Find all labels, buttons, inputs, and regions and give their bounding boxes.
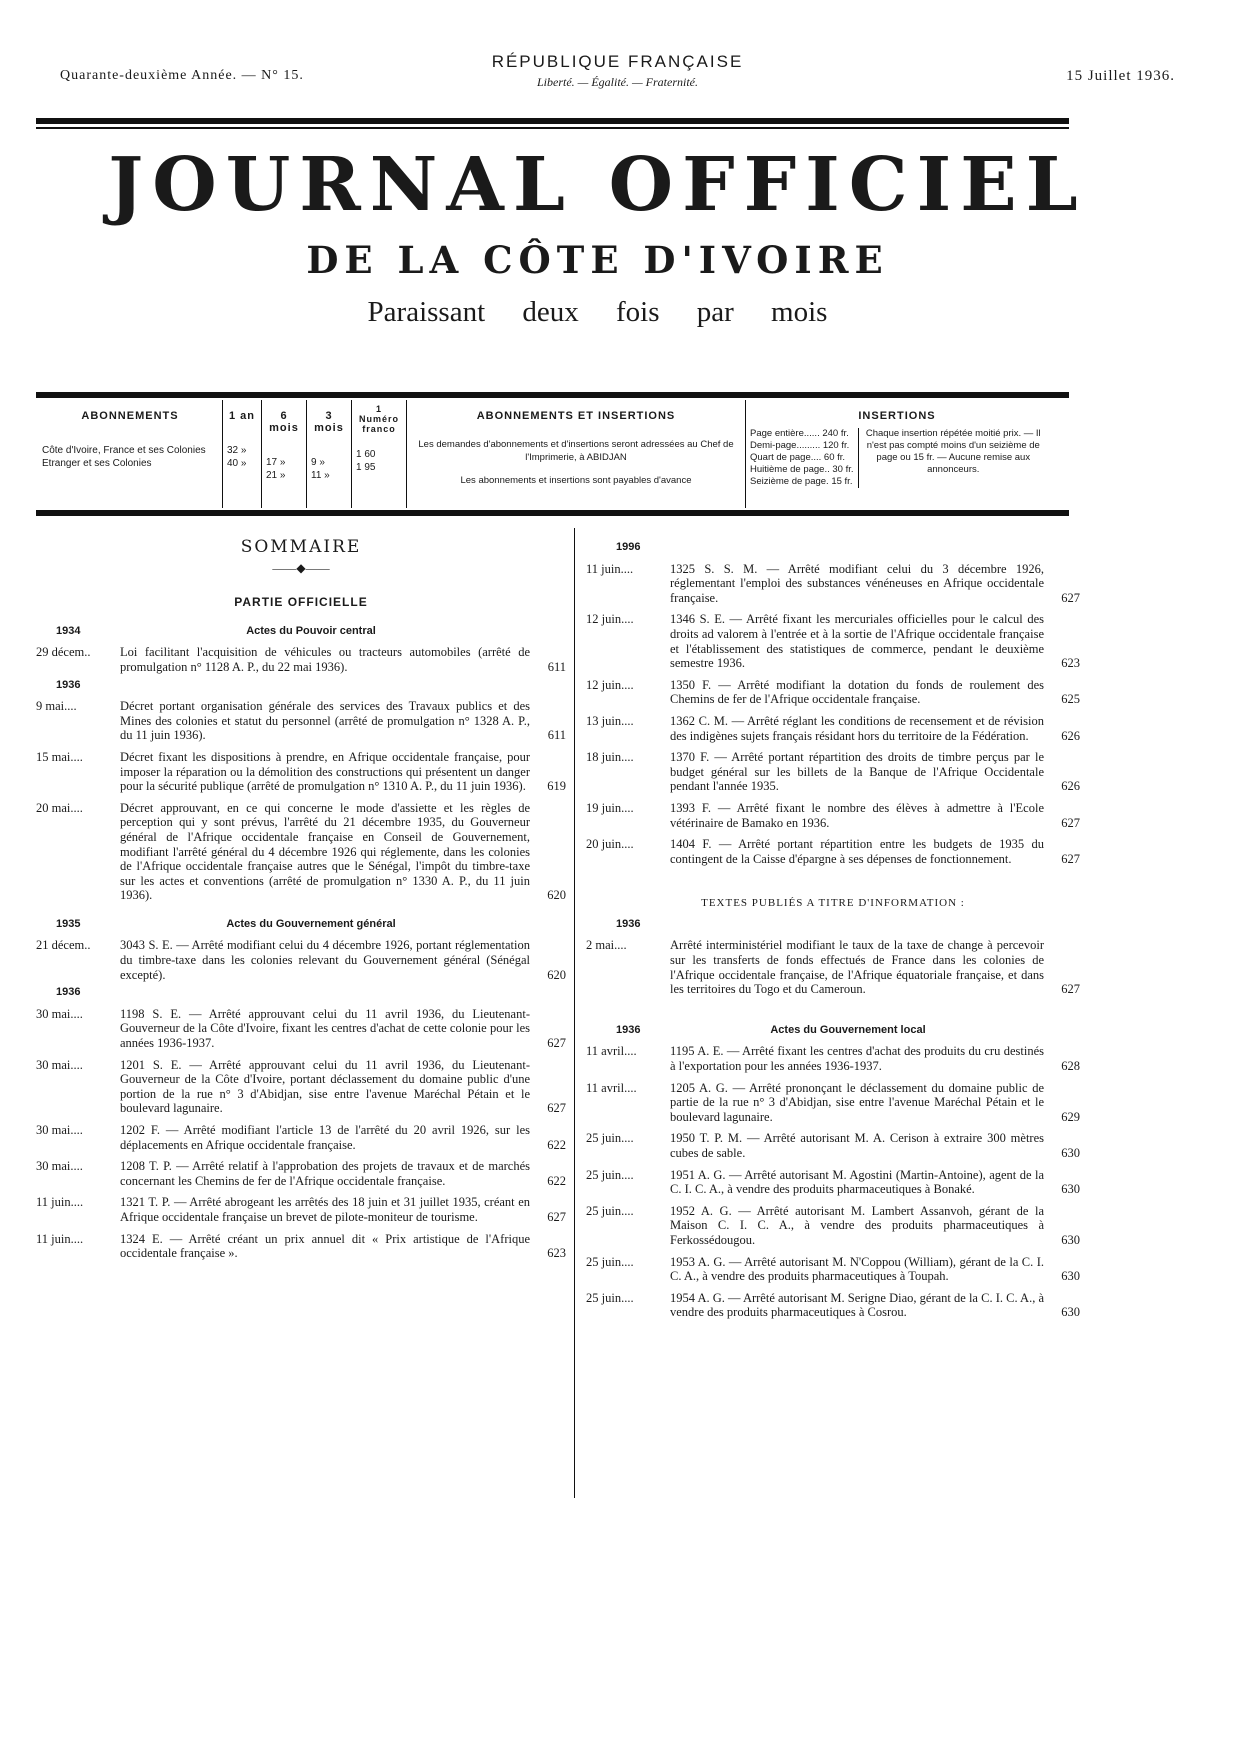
section-title: Actes du Gouvernement général	[226, 917, 396, 930]
entry-text: 1346 S. E. — Arrêté fixant les mercuriales officielles pour le calcul des droits ad valorem à l'entrée et à la sortie de l'Afrique occidentale française et l'établissement des statistiques de commerce, pendant le deuxième semestre 1936.	[670, 612, 1044, 671]
year-heading: 1936	[56, 986, 81, 999]
section-pouvoir-central	[36, 624, 566, 639]
sommaire-title: SOMMAIRE	[240, 537, 362, 557]
entry-text: 1324 E. — Arrêté créant un prix annuel dit « Prix artistique de l'Afrique occidentale française ».	[120, 1231, 530, 1261]
entry-date: 11 juin....	[36, 1231, 84, 1246]
entry-page: 630	[1061, 1305, 1080, 1320]
entry-date: 18 juin....	[586, 750, 634, 765]
subs-head: ABONNEMENTS	[81, 410, 179, 422]
subs-middle	[407, 400, 746, 508]
entry-text: 1350 F. — Arrêté modifiant la dotation du fonds de roulement des Chemins de fer de l'Afrique occidentale française.	[670, 677, 1044, 707]
entry-page: 623	[547, 1246, 566, 1261]
subs-col-3mois	[307, 400, 352, 508]
sommaire-entry	[36, 1007, 566, 1051]
sommaire-entry	[36, 1159, 566, 1188]
subs-row1-6mois: 17 »	[266, 457, 286, 468]
subs-insertion-rates: Page entière...... 240 fr. Demi-page......... 120 fr. Quart de page.... 60 fr. Huitième de page.. 30 fr. Seizième de page. 15 fr.	[750, 428, 859, 488]
subs-row1-3mois: 9 »	[311, 457, 325, 468]
entry-page: 630	[1061, 1269, 1080, 1284]
entry-text: 1952 A. G. — Arrêté autorisant M. Lambert Assanvoh, gérant de la Maison C. I. C. A., à vendre des produits pharmaceutiques à Ferkossédougou.	[670, 1203, 1044, 1247]
entry-date: 25 juin....	[586, 1131, 634, 1146]
section-year: 1936	[616, 1023, 641, 1036]
sommaire-entry	[36, 801, 566, 903]
subs-row2-label: Etranger et ses Colonies	[42, 458, 152, 469]
subs-head-1an: 1 an	[228, 410, 255, 422]
entry-date: 11 juin....	[586, 561, 634, 576]
year-heading: 1936	[56, 678, 81, 691]
section-title: Actes du Pouvoir central	[246, 624, 376, 637]
sommaire-entry	[36, 1195, 566, 1224]
entry-page: 627	[547, 1101, 566, 1116]
subs-middle-text1: Les demandes d'abonnements et d'insertions seront adressées au Chef de l'Imprimerie, à ABIDJAN	[418, 439, 734, 463]
entry-date: 30 mai....	[36, 1006, 83, 1021]
entry-text: 1370 F. — Arrêté portant répartition des droits de timbre perçus par le budget général sur les billets de la Banque de l'Afrique Occidentale pendant l'année 1935.	[670, 750, 1044, 794]
republic-header	[60, 52, 1175, 90]
entry-text: 1393 F. — Arrêté fixant le nombre des élèves à admettre à l'Ecole vétérinaire de Bamako en 1936.	[670, 800, 1044, 830]
sommaire-left-column	[36, 537, 566, 1261]
info-heading: TEXTES PUBLIÉS A TITRE D'INFORMATION :	[701, 897, 965, 910]
entry-date: 29 décem..	[36, 645, 91, 660]
entry-date: 11 avril....	[586, 1080, 637, 1095]
sommaire-entry	[36, 1232, 566, 1261]
entry-date: 25 juin....	[586, 1254, 634, 1269]
subs-row1-label: Côte d'Ivoire, France et ses Colonies	[42, 445, 206, 456]
subs-row1-num: 1 60	[356, 449, 376, 460]
entry-page: 630	[1061, 1146, 1080, 1160]
entry-text: 1202 F. — Arrêté modifiant l'article 13 de l'arrêté du 20 avril 1926, sur les déplacements en Afrique occidentale française.	[120, 1123, 530, 1152]
issue-number: Quarante-deuxième Année. — N° 15.	[60, 68, 304, 83]
subs-middle-head: ABONNEMENTS ET INSERTIONS	[476, 410, 676, 422]
entry-page: 619	[547, 779, 566, 794]
entry-text: 1954 A. G. — Arrêté autorisant M. Serigne Diao, gérant de la C. I. C. A., à vendre des produits pharmaceutiques à Cosrou.	[670, 1290, 1044, 1320]
sommaire-entry	[586, 612, 1080, 670]
sommaire-entry	[36, 1058, 566, 1116]
issue-date: 15 Juillet 1936.	[1066, 68, 1175, 84]
sommaire-entry	[36, 699, 566, 743]
subs-row1-1an: 32 »	[227, 445, 247, 456]
entry-date: 13 juin....	[586, 713, 634, 728]
sommaire-entry	[586, 801, 1080, 830]
entry-date: 12 juin....	[586, 612, 634, 627]
entry-date: 19 juin....	[586, 800, 634, 815]
entry-text: 1321 T. P. — Arrêté abrogeant les arrêtés des 18 juin et 31 juillet 1935, créant en Afrique occidentale française un brevet de pilote-moniteur de tourisme.	[120, 1195, 530, 1224]
subs-head-3mois: 3 mois	[314, 410, 344, 434]
subs-col-numero	[352, 400, 407, 508]
publication-frequency: Paraissant deux fois par mois	[367, 296, 828, 328]
entry-page: 622	[547, 1173, 566, 1188]
entry-page: 627	[547, 1036, 566, 1051]
section-gouvernement-general	[36, 917, 566, 932]
entry-page: 626	[1061, 779, 1080, 794]
entry-date: 30 mai....	[36, 1057, 83, 1072]
subs-row2-1an: 40 »	[227, 458, 247, 469]
sommaire-entry	[586, 938, 1080, 996]
sommaire-entry	[586, 1044, 1080, 1073]
subs-insertion-note: Chaque insertion répétée moitié prix. — Il n'est pas compté moins d'un seizième de page ou 15 fr. — Aucune remise aux annonceurs.	[865, 428, 1041, 475]
entry-date: 25 juin....	[586, 1290, 634, 1305]
entry-text: Loi facilitant l'acquisition de véhicules ou tracteurs automobiles (arrêté de promulgation n° 1128 A. P., du 22 mai 1936).	[120, 645, 530, 674]
table-top-rule	[36, 392, 1069, 398]
entry-date: 15 mai....	[36, 749, 83, 764]
subs-middle-text2: Les abonnements et insertions sont payables d'avance	[460, 475, 692, 486]
entry-page: 627	[1061, 815, 1080, 830]
section-year: 1934	[56, 624, 81, 637]
entry-page: 627	[1061, 590, 1080, 605]
subs-row2-6mois: 21 »	[266, 470, 286, 481]
entry-date: 20 juin....	[586, 837, 634, 852]
column-separator	[574, 528, 575, 1498]
year-heading: 1936	[616, 917, 641, 930]
entry-page: 630	[1061, 1232, 1080, 1247]
entry-text: 1198 S. E. — Arrêté approuvant celui du 11 avril 1936, du Lieutenant-Gouverneur de la Côte d'Ivoire, fixant les centres d'achat de cette colonie pour les années 1936-1937.	[120, 1006, 530, 1051]
sommaire-entry	[586, 1255, 1080, 1284]
entry-text: 1208 T. P. — Arrêté relatif à l'approbation des projets de travaux et de marchés concernant les Chemins de fer de l'Afrique occidentale française.	[120, 1159, 530, 1188]
entry-date: 21 décem..	[36, 938, 91, 953]
entry-date: 11 avril....	[586, 1044, 637, 1059]
top-line	[60, 52, 1175, 92]
year-heading: 1996	[616, 541, 641, 553]
top-rule	[36, 118, 1069, 124]
entry-text: 1205 A. G. — Arrêté prononçant le déclassement du domaine public de partie de la rue n° 3 d'Abidjan, sise entre l'avenue Maréchal Pétain et le boulevard lagunaire.	[670, 1080, 1044, 1124]
sommaire-entry	[586, 1168, 1080, 1197]
subs-labels	[38, 400, 223, 508]
entry-date: 20 mai....	[36, 800, 83, 815]
entry-text: 1201 S. E. — Arrêté approuvant celui du 11 avril 1936, du Lieutenant-Gouverneur de la Côte d'Ivoire, portant déclassement du domaine public d'une portion de la rue n° 3 d'Abidjan, sise entre l'avenue Maréchal Pétain et le boulevard lagunaire.	[120, 1057, 530, 1116]
entry-text: Arrêté interministériel modifiant le taux de la taxe de change à percevoir sur les transferts de fonds effectués de France dans les colonies de l'Afrique occidentale française, de l'Afrique équatoriale française, et dans les territoires du Togo et du Cameroun.	[670, 938, 1044, 997]
entry-page: 620	[547, 967, 566, 982]
sommaire-entry	[36, 750, 566, 794]
partie-officielle: PARTIE OFFICIELLE	[234, 595, 368, 610]
entry-page: 626	[1061, 728, 1080, 743]
entry-text: Décret portant organisation générale des services des Travaux publics et des Mines des colonies et statut du personnel (arrêté de promulgation n° 1328 A. P., du 11 juin 1936).	[120, 699, 530, 743]
entry-date: 30 mai....	[36, 1123, 83, 1137]
entry-page: 611	[547, 659, 566, 674]
subs-head-numero: 1 Numéro franco	[358, 404, 399, 434]
section-title: Actes du Gouvernement local	[770, 1023, 926, 1036]
entry-page: 620	[547, 888, 566, 903]
entry-text: 1950 T. P. M. — Arrêté autorisant M. A. Cerison à extraire 300 mètres cubes de sable.	[670, 1131, 1044, 1160]
entry-date: 2 mai....	[586, 938, 627, 953]
entry-page: 627	[547, 1209, 566, 1224]
republic-motto: Liberté. — Égalité. — Fraternité.	[537, 75, 698, 89]
entry-date: 9 mai....	[36, 699, 77, 714]
entry-page: 611	[547, 728, 566, 743]
entry-text: 1404 F. — Arrêté portant répartition entre les budgets de 1935 du contingent de la Caisse d'épargne à ses dépenses de fonctionnement.	[670, 837, 1044, 866]
journal-subtitle: DE LA CÔTE D'IVOIRE	[306, 238, 889, 282]
ornament: ——◆——	[272, 560, 330, 575]
republic-title: RÉPUBLIQUE FRANÇAISE	[491, 52, 744, 71]
entry-date: 25 juin....	[586, 1167, 634, 1182]
entry-page: 630	[1061, 1182, 1080, 1197]
sommaire-entry	[586, 678, 1080, 707]
entry-text: Décret fixant les dispositions à prendre, en Afrique occidentale française, pour imposer la réparation ou la démolition des constructions qui présentent un danger pour la sécurité publique (arrêté de promulgation n° 1310 A. P., du 11 juin 1936).	[120, 749, 530, 794]
entry-page: 627	[1061, 851, 1080, 866]
journal-title: JOURNAL OFFICIEL	[108, 142, 1087, 228]
subs-row2-num: 1 95	[356, 462, 376, 473]
entry-page: 628	[1061, 1059, 1080, 1074]
entry-text: 1362 C. M. — Arrêté réglant les conditions de recensement et de révision des indigènes sujets français résidant hors du territoire de la Fédération.	[670, 713, 1044, 743]
entry-page: 627	[1061, 982, 1080, 997]
subs-col-1an	[223, 400, 262, 508]
sommaire-entry	[586, 1204, 1080, 1248]
section-year: 1935	[56, 917, 81, 930]
subs-insertions-head: INSERTIONS	[858, 410, 936, 422]
sommaire-entry	[586, 750, 1080, 794]
sommaire-entry	[36, 645, 566, 674]
entry-text: 1195 A. E. — Arrêté fixant les centres d'achat des produits du cru destinés à l'exportation pour les années 1936-1937.	[670, 1044, 1044, 1074]
top-rule-thin	[36, 127, 1069, 129]
subs-insertions-body	[750, 428, 1044, 488]
entry-text: 3043 S. E. — Arrêté modifiant celui du 4 décembre 1926, portant réglementation du timbre-taxe dans les colonies relevant du Gouvernement général (Sénégal excepté).	[120, 938, 530, 982]
subs-head-6mois: 6 mois	[269, 410, 299, 434]
entry-date: 25 juin....	[586, 1203, 634, 1218]
sommaire-right-column	[586, 540, 1080, 1320]
entry-text: 1953 A. G. — Arrêté autorisant M. N'Coppou (William), gérant de la C. I. C. A., à vendre des produits pharmaceutiques à Toupah.	[670, 1254, 1044, 1284]
sommaire-entry	[586, 562, 1080, 606]
entry-date: 11 juin....	[36, 1195, 84, 1210]
entry-page: 623	[1061, 656, 1080, 671]
section-gouvernement-local	[586, 1023, 1080, 1038]
masthead	[0, 142, 1235, 329]
entry-date: 12 juin....	[586, 677, 634, 692]
subscription-table	[38, 400, 1048, 508]
entry-page: 622	[547, 1137, 566, 1152]
sommaire-entry	[36, 938, 566, 982]
subs-insertions	[746, 400, 1049, 508]
entry-page: 625	[1061, 692, 1080, 707]
sommaire-entry	[36, 1123, 566, 1152]
sommaire-entry	[586, 1081, 1080, 1125]
entry-text: 1951 A. G. — Arrêté autorisant M. Agostini (Martin-Antoine), agent de la C. I. C. A., à vendre des produits pharmaceutiques à Bonaké.	[670, 1167, 1044, 1197]
entry-page: 629	[1061, 1109, 1080, 1124]
subs-col-6mois	[262, 400, 307, 508]
entry-text: Décret approuvant, en ce qui concerne le mode d'assiette et les règles de perception qui y sont prévus, l'arrêté du 21 décembre 1935, du Gouverneur général de l'Afrique occidentale française en Conseil de Gouvernement, modifiant l'arrêté général du 4 décembre 1926 qui réglemente, dans les colonies de l'Afrique occidentale française autres que le Sénégal, l'impôt du timbre-taxe sur les actes et conventions (arrêté de promulgation n° 1330 A. P., du 11 juin 1936).	[120, 800, 530, 903]
sommaire-entry	[586, 1291, 1080, 1320]
sommaire-entry	[586, 1131, 1080, 1160]
sommaire-entry	[586, 714, 1080, 743]
sommaire-entry	[586, 837, 1080, 866]
table-bottom-rule	[36, 510, 1069, 516]
entry-date: 30 mai....	[36, 1159, 83, 1174]
entry-text: 1325 S. S. M. — Arrêté modifiant celui du 3 décembre 1926, réglementant l'emploi des substances vénéneuses en Afrique occidentale française.	[670, 561, 1044, 605]
subs-row2-3mois: 11 »	[311, 470, 330, 481]
